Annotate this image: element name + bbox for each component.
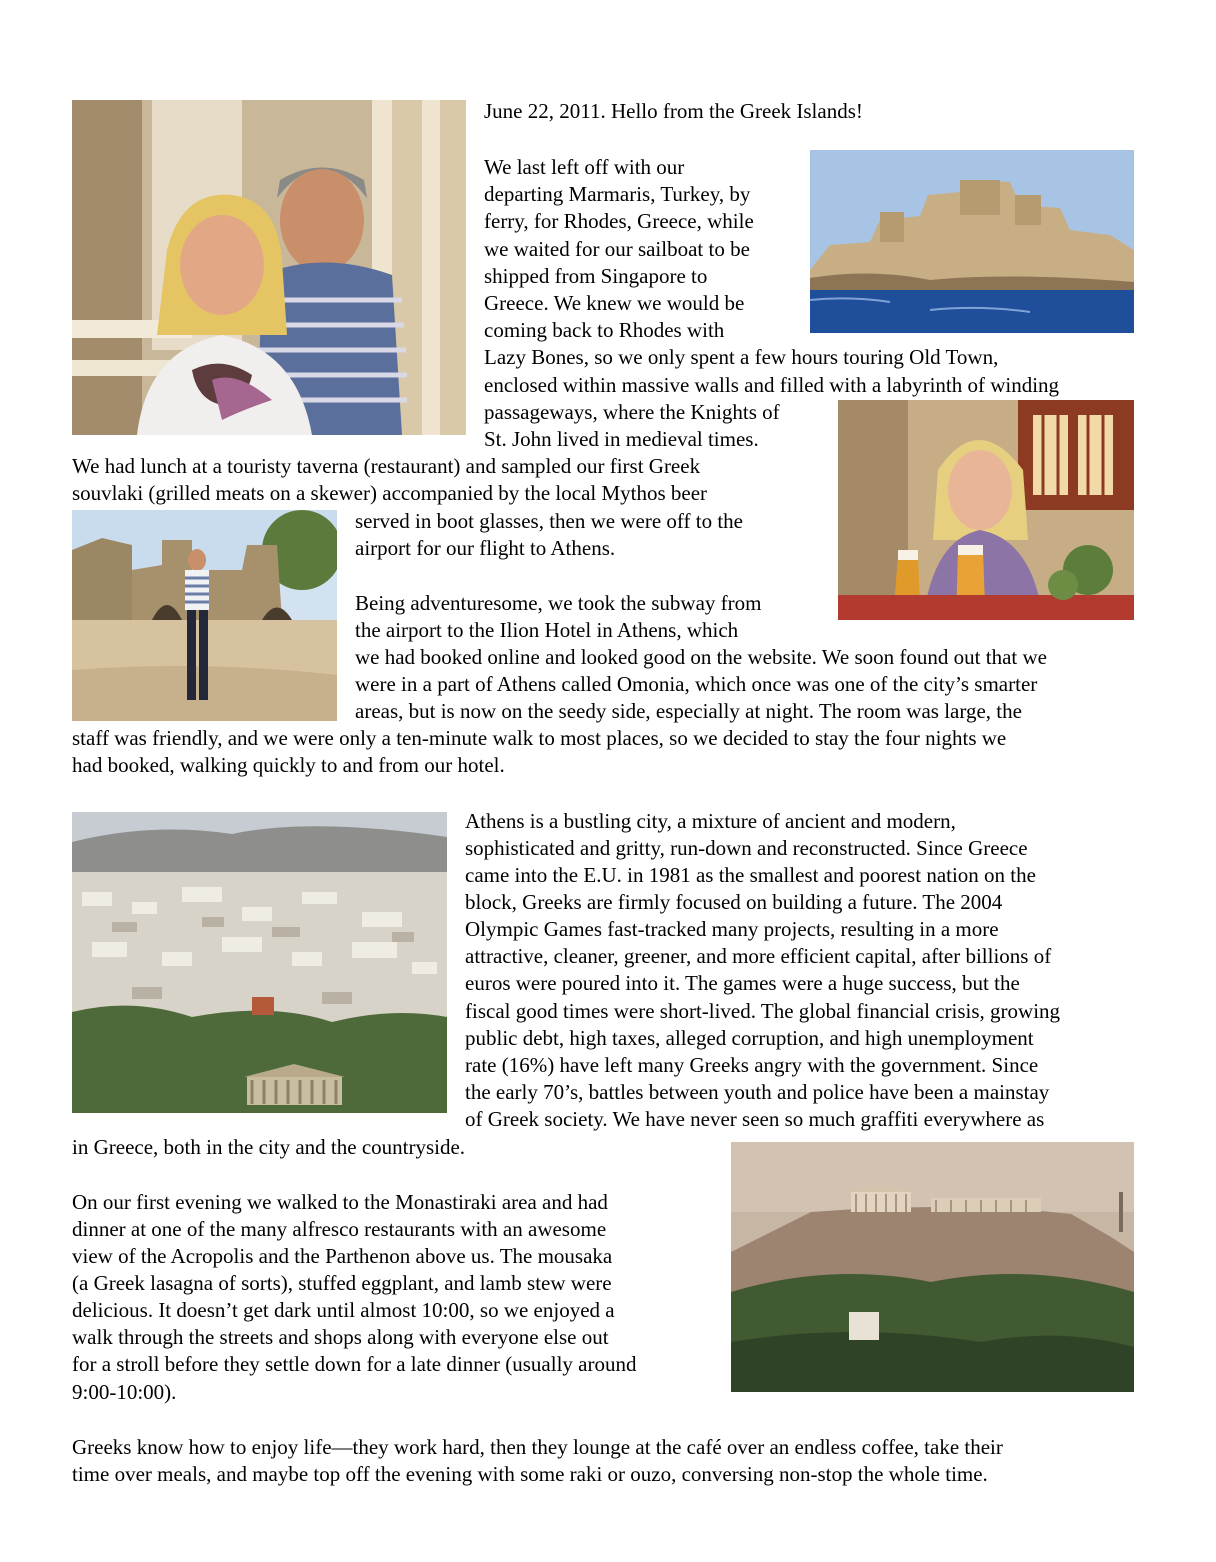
paragraph-1-line: We had lunch at a touristy taverna (restaurant) and sampled our first Greek (72, 454, 701, 478)
paragraph-4-line: dinner at one of the many alfresco restaurants with an awesome (72, 1217, 607, 1241)
paragraph-1-line: Lazy Bones, so we only spent a few hours touring Old Town, (484, 345, 999, 369)
paragraph-1-line: ferry, for Rhodes, Greece, while (484, 209, 754, 233)
photo-old-town-gate (72, 510, 337, 721)
paragraph-5-line: time over meals, and maybe top off the evening with some raki or ouzo, conversing non-stop the whole time. (72, 1462, 988, 1486)
paragraph-3-line: sophisticated and gritty, run-down and reconstructed. Since Greece (465, 836, 1028, 860)
paragraph-4-line: for a stroll before they settle down for a late dinner (usually around (72, 1352, 637, 1376)
paragraph-2-line: had booked, walking quickly to and from our hotel. (72, 753, 505, 777)
paragraph-2-line: areas, but is now on the seedy side, especially at night. The room was large, the (355, 699, 1022, 723)
paragraph-1-line: souvlaki (grilled meats on a skewer) accompanied by the local Mythos beer (72, 481, 708, 505)
paragraph-1-line: served in boot glasses, then we were off to the (355, 509, 744, 533)
letter-heading: June 22, 2011. Hello from the Greek Islands! (484, 99, 863, 123)
paragraph-1-line: We last left off with our (484, 155, 685, 179)
paragraph-3-line: Athens is a bustling city, a mixture of ancient and modern, (465, 809, 956, 833)
paragraph-4-line: 9:00-10:00). (72, 1380, 177, 1404)
paragraph-3-line: in Greece, both in the city and the countryside. (72, 1135, 466, 1159)
photo-couple (72, 100, 466, 435)
paragraph-4-line: view of the Acropolis and the Parthenon above us. The mousaka (72, 1244, 613, 1268)
paragraph-1-line: St. John lived in medieval times. (484, 427, 759, 451)
paragraph-3-line: the early 70’s, battles between youth and police have been a mainstay (465, 1080, 1050, 1104)
paragraph-5-line: Greeks know how to enjoy life—they work hard, then they lounge at the café over an endless coffee, take their (72, 1435, 1003, 1459)
paragraph-4-line: (a Greek lasagna of sorts), stuffed eggplant, and lamb stew were (72, 1271, 612, 1295)
paragraph-1-line: we waited for our sailboat to be (484, 237, 750, 261)
photo-athens-panorama (72, 812, 447, 1113)
paragraph-3-line: euros were poured into it. The games were a huge success, but the (465, 971, 1020, 995)
paragraph-1-line: coming back to Rhodes with (484, 318, 725, 342)
paragraph-1-line: enclosed within massive walls and filled with a labyrinth of winding (484, 373, 1060, 397)
paragraph-2-line: staff was friendly, and we were only a ten-minute walk to most places, so we decided to stay the four nights we (72, 726, 1007, 750)
paragraph-2-line: we had booked online and looked good on the website. We soon found out that we (355, 645, 1047, 669)
paragraph-3-line: Olympic Games fast-tracked many projects, resulting in a more (465, 917, 999, 941)
paragraph-4-line: walk through the streets and shops along with everyone else out (72, 1325, 609, 1349)
paragraph-3-line: block, Greeks are firmly focused on building a future. The 2004 (465, 890, 1003, 914)
paragraph-3-line: fiscal good times were short-lived. The global financial crisis, growing (465, 999, 1061, 1023)
photo-boot-beers (838, 400, 1134, 620)
paragraph-1-line: departing Marmaris, Turkey, by (484, 182, 751, 206)
paragraph-4-line: delicious. It doesn’t get dark until almost 10:00, so we enjoyed a (72, 1298, 615, 1322)
photo-rhodes-harbor (810, 150, 1134, 333)
paragraph-3-line: attractive, cleaner, greener, and more efficient capital, after billions of (465, 944, 1052, 968)
paragraph-3-line: came into the E.U. in 1981 as the smallest and poorest nation on the (465, 863, 1036, 887)
paragraph-3-line: rate (16%) have left many Greeks angry with the government. Since (465, 1053, 1039, 1077)
paragraph-1-line: passageways, where the Knights of (484, 400, 780, 424)
paragraph-1-line: Greece. We knew we would be (484, 291, 745, 315)
paragraph-2-line: were in a part of Athens called Omonia, which once was one of the city’s smarter (355, 672, 1038, 696)
paragraph-4-line: On our first evening we walked to the Monastiraki area and had (72, 1190, 608, 1214)
paragraph-3-line: of Greek society. We have never seen so much graffiti everywhere as (465, 1107, 1045, 1131)
photo-acropolis (731, 1142, 1134, 1392)
paragraph-1-line: airport for our flight to Athens. (355, 536, 616, 560)
paragraph-3-line: public debt, high taxes, alleged corruption, and high unemployment (465, 1026, 1034, 1050)
paragraph-2-line: Being adventuresome, we took the subway from (355, 591, 762, 615)
paragraph-1-line: shipped from Singapore to (484, 264, 708, 288)
paragraph-2-line: the airport to the Ilion Hotel in Athens, which (355, 618, 739, 642)
